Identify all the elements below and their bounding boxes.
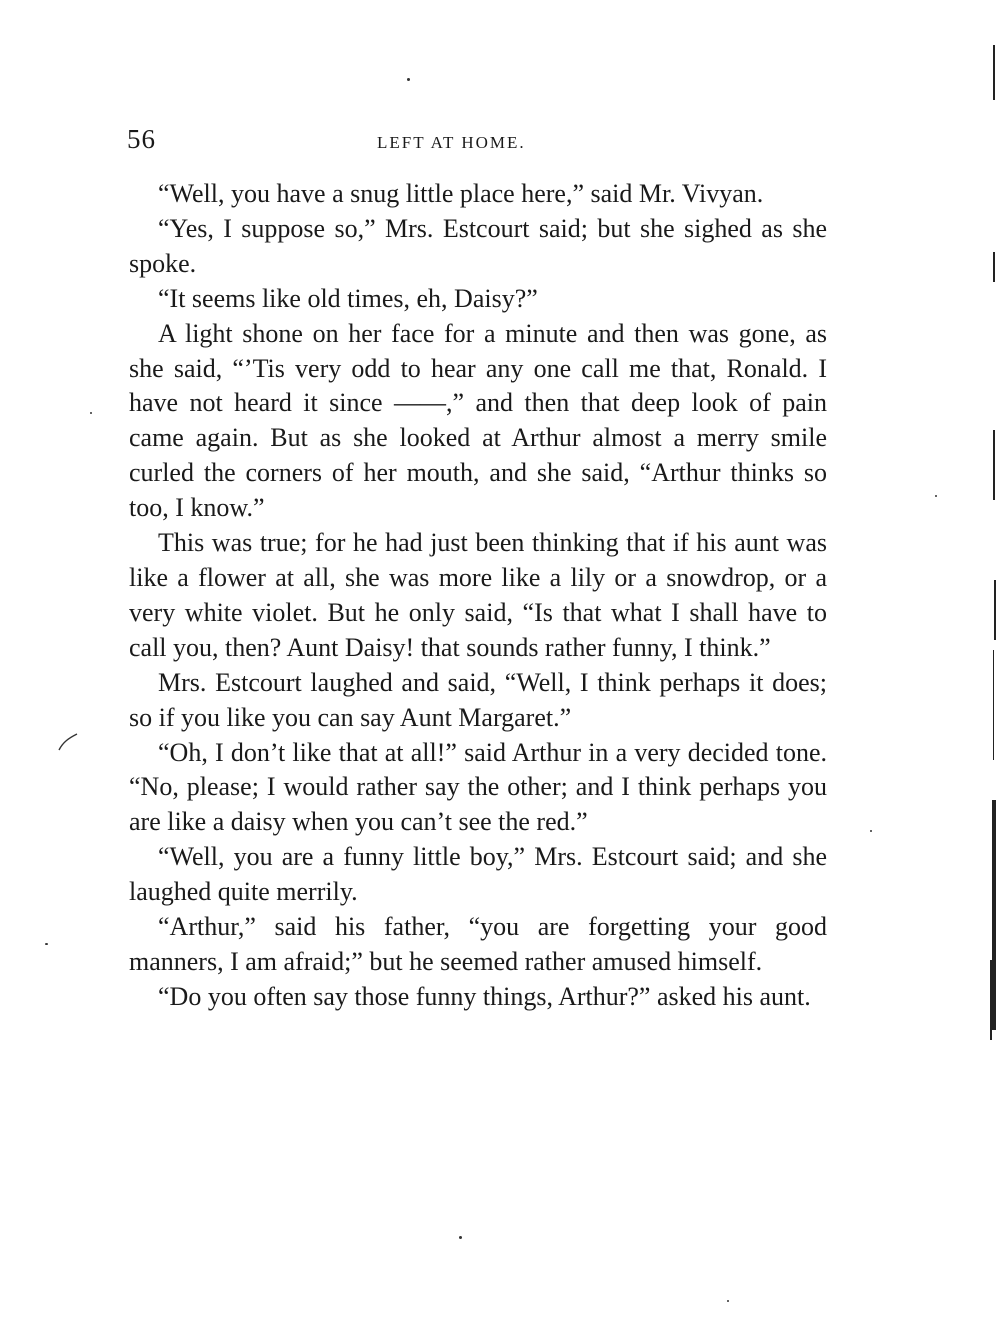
- paragraph-10: “Do you often say those funny things, Arthur?” asked his aunt.: [158, 981, 811, 1011]
- paragraph-5: This was true; for he had just been thinking that if his aunt was like a flower at all, she was more like a lily or a snowdrop, or a very white violet. But he only said, “Is that what I shall have to call you, then? Aunt Daisy! that sounds rather funny, I think.”: [129, 528, 827, 662]
- scan-edge-mark: [990, 960, 992, 1040]
- paper-speck: [870, 830, 872, 832]
- page-number: 56: [127, 124, 156, 154]
- paragraph-6: Mrs. Estcourt laughed and said, “Well, I think perhaps it does; so if you like you can say Aunt Margaret.”: [129, 667, 827, 732]
- scan-edge-mark: [993, 430, 995, 500]
- paper-speck: [935, 495, 937, 497]
- paragraph-3: “It seems like old times, eh, Daisy?”: [158, 283, 538, 313]
- scan-edge-mark: [992, 800, 996, 1030]
- page-header: [127, 124, 827, 164]
- paragraph-1: “Well, you have a snug little place here,” said Mr. Vivyan.: [158, 179, 764, 208]
- scan-edge-mark: [993, 252, 995, 282]
- paper-speck: [90, 412, 92, 414]
- paper-speck: [727, 1300, 729, 1302]
- paragraph-2: “Yes, I suppose so,” Mrs. Estcourt said; but she sighed as she spoke.: [129, 213, 827, 278]
- running-head: LEFT AT HOME.: [377, 133, 526, 152]
- scan-edge-mark: [993, 45, 995, 100]
- paragraph-7: “Oh, I don’t like that at all!” said Arthur in a very decided tone. “No, please; I would rather say the other; and I think perhaps you are like a daisy when you can’t see the red.”: [129, 737, 827, 837]
- paper-speck: [407, 78, 410, 81]
- stray-pen-mark: [55, 730, 81, 754]
- body-text: [129, 177, 827, 1015]
- paragraph-9: “Arthur,” said his father, “you are forgetting your good manners, I am afraid;” but he seemed rather amused himself.: [129, 912, 827, 976]
- paragraph-8: “Well, you are a funny little boy,” Mrs. Estcourt said; and she laughed quite merrily.: [129, 842, 827, 907]
- paragraph-4: A light shone on her face for a minute and then was gone, as she said, “’Tis very odd to hear any one call me that, Ronald. I have not heard it since ——,” and then that deep look of pain came again. But as she looked at Arthur almost a merry smile curled the corners of her mouth, and she said, “Arthur thinks so too, I know.”: [129, 318, 827, 523]
- paper-speck: [45, 943, 48, 945]
- paper-speck: [459, 1236, 462, 1239]
- scan-edge-mark: [993, 650, 994, 760]
- scan-edge-mark: [994, 580, 996, 640]
